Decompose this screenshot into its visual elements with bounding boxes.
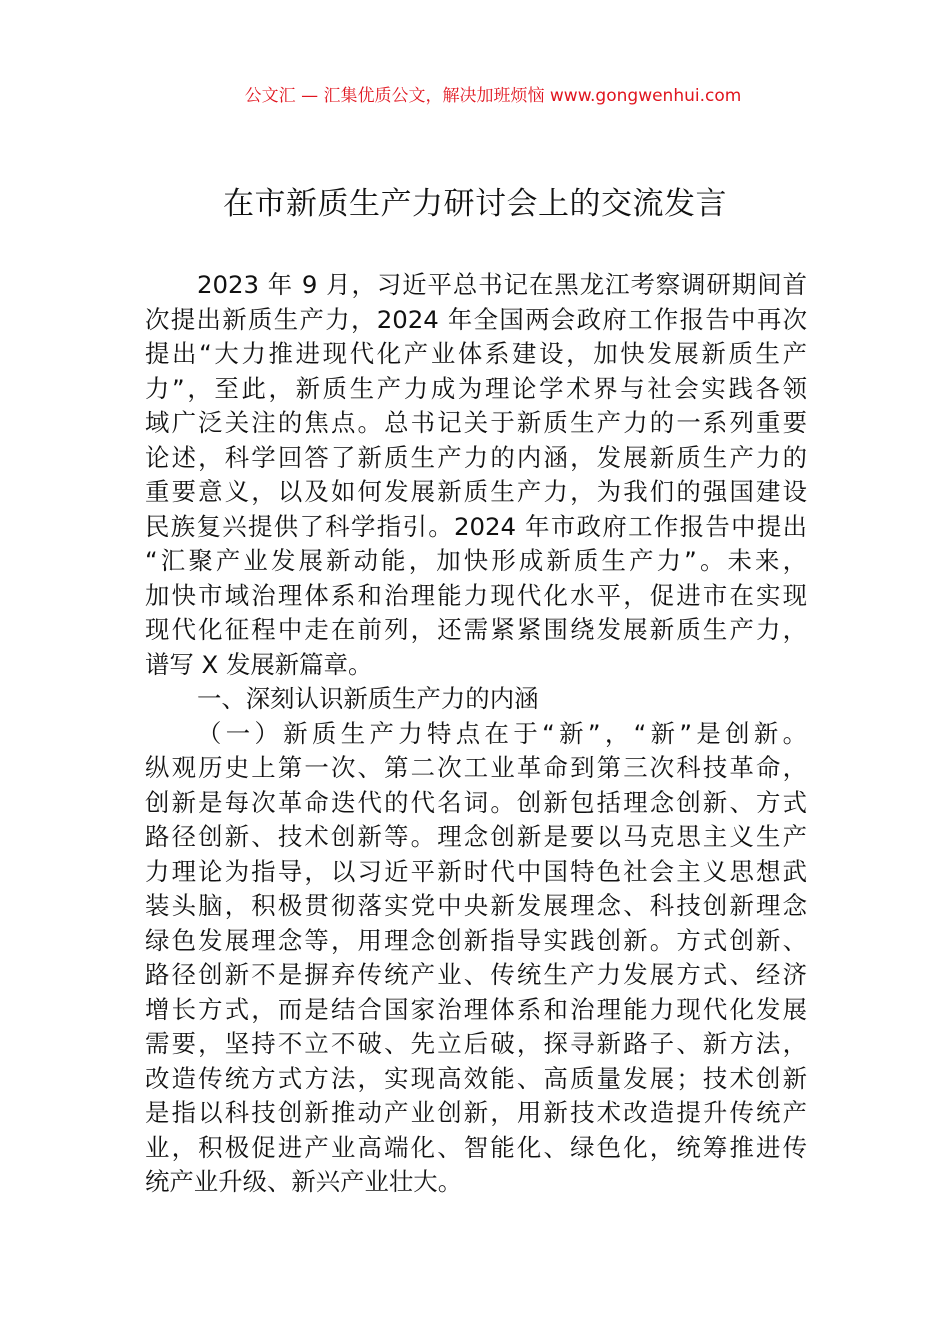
paragraph-line: 改造传统方式方法，实现高效能、高质量发展；技术创新 bbox=[145, 1063, 807, 1093]
paragraph-line: 域广泛关注的焦点。总书记关于新质生产力的一系列重要 bbox=[145, 408, 807, 437]
document-title: 在市新质生产力研讨会上的交流发言 bbox=[223, 186, 727, 222]
paragraph-line: （一）新质生产力特点在于“新”，“新”是创新。 bbox=[197, 718, 807, 748]
paragraph-line: 装头脑，积极贯彻落实党中央新发展理念、科技创新理念 bbox=[145, 891, 807, 920]
paragraph-line: 纵观历史上第一次、第二次工业革命到第三次科技革命， bbox=[145, 753, 807, 782]
paragraph-line: 统产业升级、新兴产业壮大。 bbox=[145, 1167, 463, 1196]
section-heading-text: 一、深刻认识新质生产力的内涵 bbox=[197, 684, 539, 713]
paragraph-line: 2023 年 9 月，习近平总书记在黑龙江考察调研期间首 bbox=[197, 270, 807, 299]
paragraph-line: 加快市域治理体系和治理能力现代化水平，促进市在实现 bbox=[145, 580, 807, 610]
website-banner: 公文汇 — 汇集优质公文，解决加班烦恼 www.gongwenhui.com bbox=[244, 86, 742, 106]
paragraph-line: 论述，科学回答了新质生产力的内涵，发展新质生产力的 bbox=[145, 442, 807, 472]
paragraph-line: 绿色发展理念等，用理念创新指导实践创新。方式创新、 bbox=[145, 925, 807, 955]
document-body bbox=[145, 268, 807, 1200]
paragraph-line: 是指以科技创新推动产业创新，用新技术改造提升传统产 bbox=[145, 1098, 807, 1127]
paragraph-line: 力”，至此，新质生产力成为理论学术界与社会实践各领 bbox=[145, 373, 807, 403]
paragraph-line: 力理论为指导，以习近平新时代中国特色社会主义思想武 bbox=[145, 856, 807, 886]
subsection-paragraph bbox=[145, 717, 807, 1200]
paragraph-line: 谱写 X 发展新篇章。 bbox=[145, 649, 373, 679]
section-heading bbox=[145, 682, 807, 717]
paragraph-line: 创新是每次革命迭代的代名词。创新包括理念创新、方式 bbox=[145, 787, 807, 817]
paragraph-line: 路径创新不是摒弃传统产业、传统生产力发展方式、经济 bbox=[145, 960, 807, 989]
paragraph-line: 路径创新、技术创新等。理念创新是要以马克思主义生产 bbox=[145, 822, 807, 851]
paragraph-line: 增长方式，而是结合国家治理体系和治理能力现代化发展 bbox=[145, 994, 807, 1024]
paragraph-line: “汇聚产业发展新动能，加快形成新质生产力”。未来， bbox=[145, 546, 807, 575]
paragraph-line: 业，积极促进产业高端化、智能化、绿色化，统筹推进传 bbox=[145, 1132, 807, 1162]
paragraph-line: 提出“大力推进现代化产业体系建设，加快发展新质生产 bbox=[145, 339, 807, 368]
paragraph-line: 需要，坚持不立不破、先立后破，探寻新路子、新方法， bbox=[145, 1029, 807, 1058]
paragraph-line: 现代化征程中走在前列，还需紧紧围绕发展新质生产力， bbox=[145, 615, 807, 644]
intro-paragraph bbox=[145, 268, 807, 682]
paragraph-line: 重要意义，以及如何发展新质生产力，为我们的强国建设 bbox=[145, 477, 807, 506]
paragraph-line: 民族复兴提供了科学指引。2024 年市政府工作报告中提出 bbox=[145, 511, 807, 541]
paragraph-line: 次提出新质生产力，2024 年全国两会政府工作报告中再次 bbox=[145, 304, 807, 334]
